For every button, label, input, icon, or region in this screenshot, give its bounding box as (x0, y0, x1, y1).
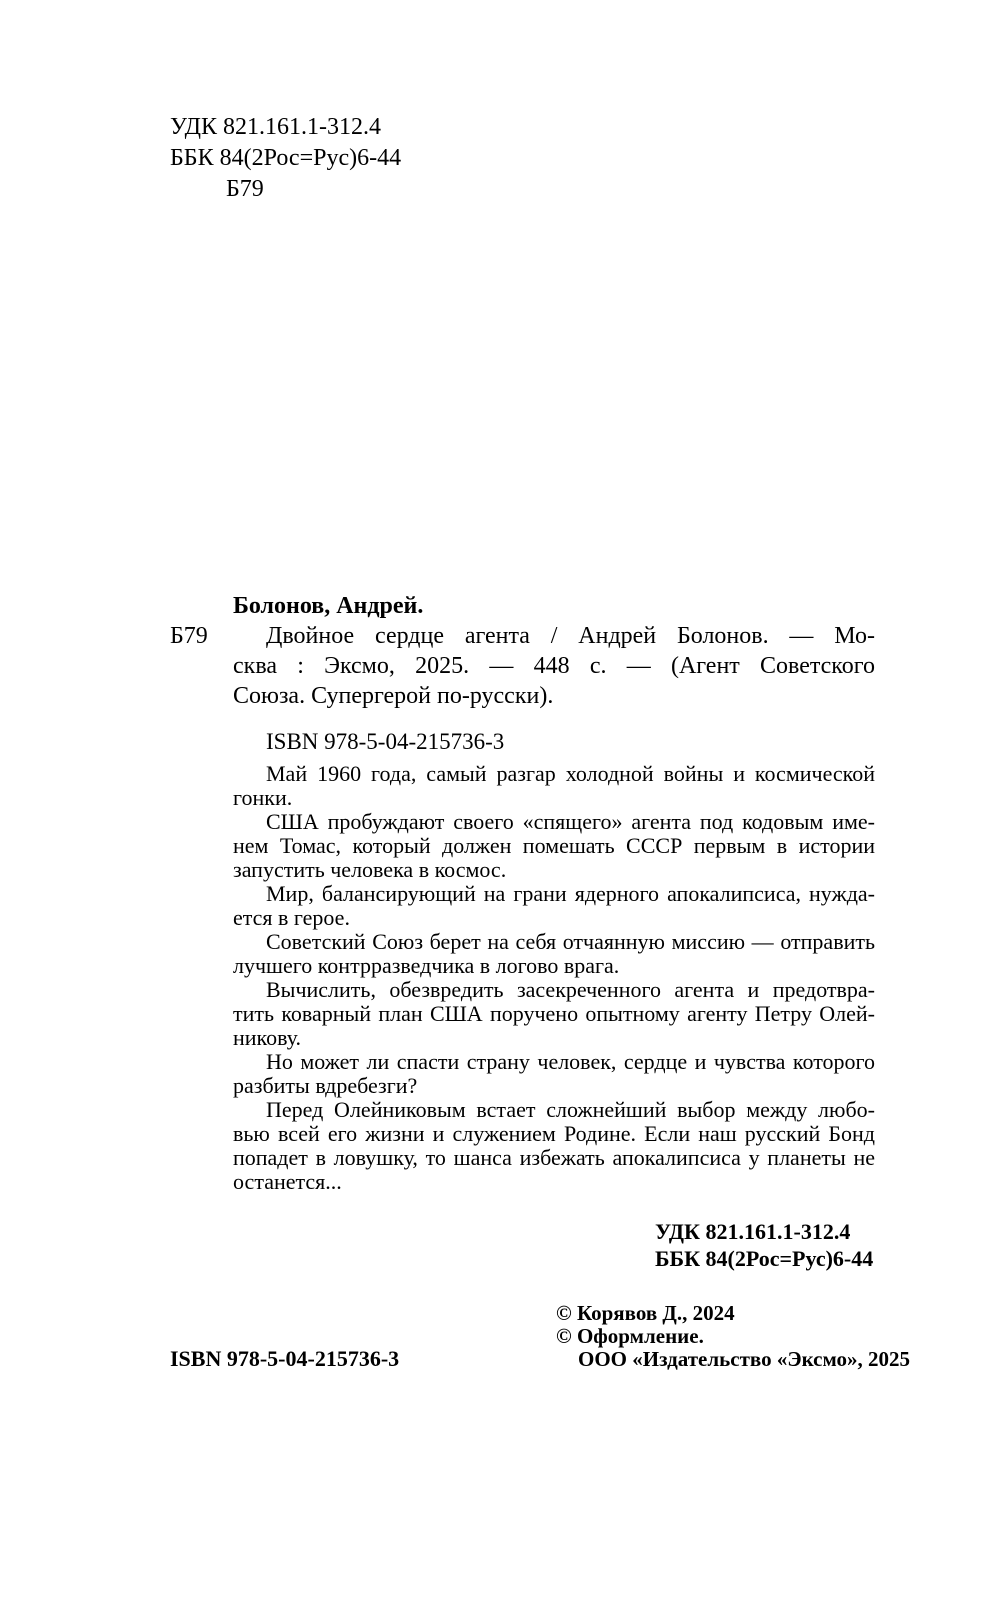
text-line: сква : Эксмо, 2025. — 448 с. — (Агент Советского (233, 653, 875, 679)
text-line: Вычислить, обезвредить засекреченного агента и предотвра- (266, 977, 875, 1002)
isbn-middle: ISBN 978-5-04-215736-3 (266, 729, 505, 754)
annotation (233, 762, 875, 1194)
text-line: Советский Союз берет на себя отчаянную миссию — отправить (266, 929, 875, 954)
author-sign-code-top: Б79 (226, 176, 264, 202)
udk-code-bottom: УДК 821.161.1-312.4 (655, 1219, 851, 1244)
text-line: гонки. (233, 785, 293, 810)
annotation-paragraph (233, 762, 875, 810)
text-line: Союза. Супергерой по-русски). (233, 683, 554, 709)
text-line: запустить человека в космос. (233, 857, 507, 882)
udk-code-top: УДК 821.161.1-312.4 (170, 114, 381, 140)
text-line: ООО «Издательство «Эксмо», 2025 (578, 1347, 911, 1371)
bbk-code-bottom: ББК 84(2Рос=Рус)6-44 (655, 1246, 874, 1271)
text-line: Май 1960 года, самый разгар холодной войны и космической (266, 761, 875, 786)
annotation-paragraph (233, 1050, 875, 1098)
catalog-description (233, 621, 875, 711)
annotation-paragraph (233, 882, 875, 930)
text-line: Перед Олейниковым встает сложнейший выбор между любо- (266, 1097, 875, 1122)
top-codes-block (170, 112, 401, 205)
text-line: Двойное сердце агента / Андрей Болонов. — Мо- (266, 623, 875, 649)
isbn-bottom: ISBN 978-5-04-215736-3 (170, 1346, 400, 1371)
annotation-paragraph (233, 978, 875, 1050)
annotation-paragraph (233, 810, 875, 882)
text-line: © Оформление. (556, 1324, 704, 1348)
annotation-paragraph (233, 1098, 875, 1194)
bbk-code-top: ББК 84(2Рос=Рус)6-44 (170, 145, 402, 171)
text-line: вью всей его жизни и служением Родине. Если наш русский Бонд (233, 1121, 875, 1146)
bottom-codes-block (655, 1218, 873, 1272)
text-line: Но может ли спасти страну человек, сердце и чувства которого (266, 1049, 875, 1074)
text-line: ется в герое. (233, 905, 350, 930)
text-line: нем Томас, который должен помешать СССР первым в истории (233, 833, 875, 858)
text-line: никову. (233, 1025, 302, 1050)
catalog-entry (170, 591, 875, 711)
text-line: разбиты вдребезги? (233, 1073, 418, 1098)
text-line: останется... (233, 1169, 342, 1194)
text-line: © Корявов Д., 2024 (556, 1301, 735, 1325)
text-line: США пробуждают своего «спящего» агента под кодовым име- (266, 809, 875, 834)
catalog-author-sign: Б79 (170, 623, 208, 649)
annotation-paragraph (233, 930, 875, 978)
text-line: попадет в ловушку, то шанса избежать апокалипсиса у планеты не (233, 1145, 875, 1170)
text-line: лучшего контрразведчика в логово врага. (233, 953, 620, 978)
text-line: тить коварный план США поручено опытному агенту Петру Олей- (233, 1001, 875, 1026)
copyright-block (556, 1302, 910, 1371)
text-line: Мир, балансирующий на грани ядерного апокалипсиса, нужда- (266, 881, 875, 906)
catalog-author: Болонов, Андрей. (233, 593, 424, 619)
